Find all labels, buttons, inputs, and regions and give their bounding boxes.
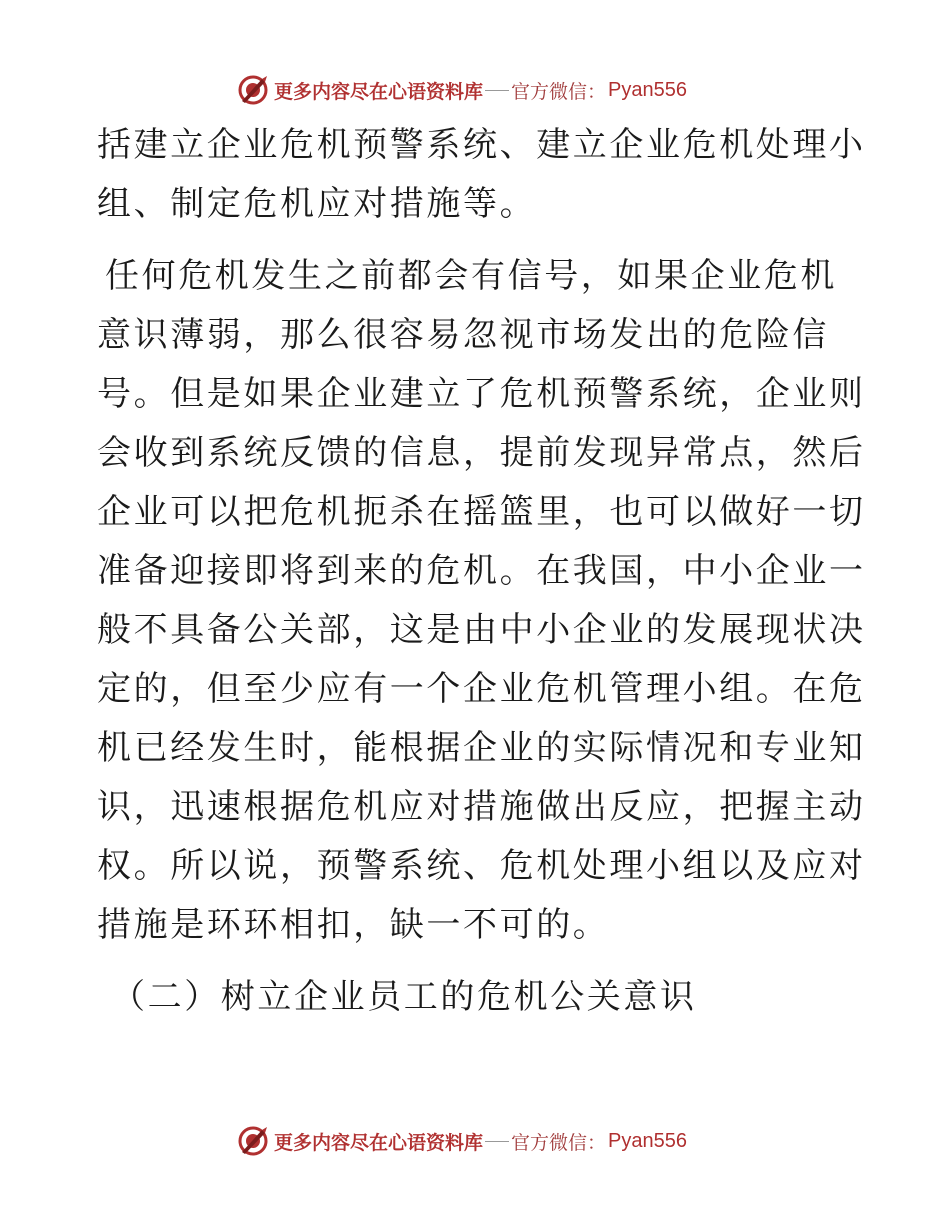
header-watermark bbox=[236, 72, 687, 108]
quill-logo-icon bbox=[236, 1124, 270, 1158]
watermark-text: 更多内容尽在心语资料库 bbox=[274, 1131, 484, 1154]
watermark-label: 官方微信： bbox=[511, 80, 607, 103]
quill-logo-icon bbox=[236, 73, 270, 107]
watermark-id: Pyan556 bbox=[608, 78, 687, 101]
footer-watermark bbox=[236, 1123, 687, 1159]
paragraph-1: 括建立企业危机预警系统、建立企业危机处理小组、制定危机应对措施等。 bbox=[97, 125, 866, 224]
section-heading: （二）树立企业员工的危机公关意识 bbox=[111, 977, 697, 1017]
watermark-id: Pyan556 bbox=[608, 1129, 687, 1152]
watermark-dash bbox=[485, 90, 509, 91]
watermark-label: 官方微信： bbox=[511, 1131, 607, 1154]
watermark-text: 更多内容尽在心语资料库 bbox=[274, 80, 484, 103]
document-body bbox=[97, 116, 867, 1027]
paragraph-2: 任何危机发生之前都会有信号，如果企业危机意识薄弱，那么很容易忽视市场发出的危险信号。但是如果企业建立了危机预警系统，企业则会收到系统反馈的信息，提前发现异常点，然后企业可以把危机扼杀在摇篮里，也可以做好一切准备迎接即将到来的危机。在我国，中小企业一般不具备公关部，这是由中小企业的发展现状决定的，但至少应有一个企业危机管理小组。在危机已经发生时，能根据企业的实际情况和专业知识，迅速根据危机应对措施做出反应，把握主动权。所以说，预警系统、危机处理小组以及应对措施是环环相扣，缺一不可的。 bbox=[97, 256, 866, 945]
watermark-dash bbox=[485, 1141, 509, 1142]
